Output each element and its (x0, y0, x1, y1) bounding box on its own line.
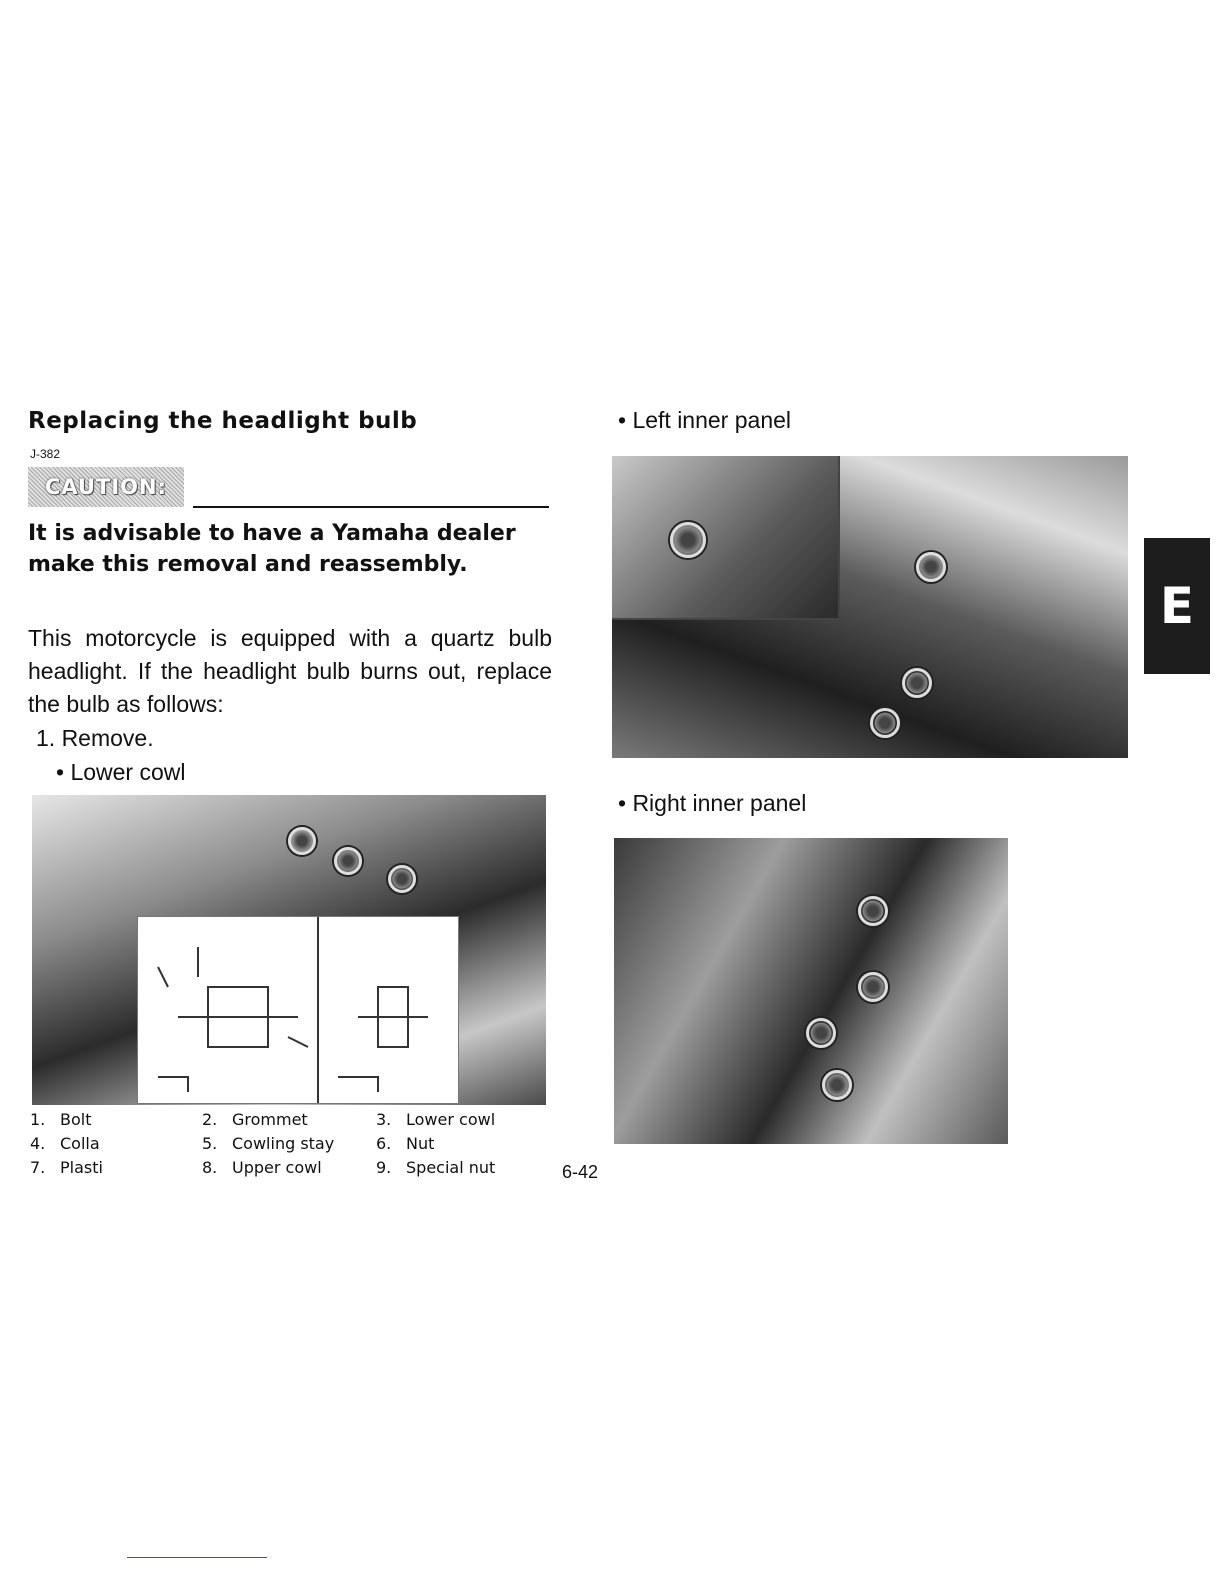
legend-item: 5. Cowling stay (202, 1134, 335, 1153)
fastener-diagram-drawing (138, 917, 458, 1103)
bolt-marker-icon (334, 847, 362, 875)
footer-rule (127, 1557, 267, 1558)
legend-item: 4. Colla (30, 1134, 100, 1153)
left-panel-closeup (612, 456, 840, 620)
bolt-marker-icon (858, 972, 888, 1002)
bullet-right-inner-panel: • Right inner panel (618, 790, 807, 816)
caution-rule (193, 506, 549, 508)
fastener-diagram (137, 916, 459, 1104)
right-inner-panel-photo (614, 838, 1008, 1144)
legend-item: 8. Upper cowl (202, 1158, 322, 1177)
caution-label: CAUTION: (28, 467, 184, 507)
legend-item: 2. Grommet (202, 1110, 308, 1129)
bolt-marker-icon (870, 708, 900, 738)
bullet-left-inner-panel: • Left inner panel (618, 407, 792, 433)
bolt-marker-icon (822, 1070, 852, 1100)
step-remove: 1. Remove. (36, 725, 154, 751)
section-tab: E (1144, 538, 1210, 674)
bolt-marker-icon (902, 668, 932, 698)
legend-item: 7. Plasti (30, 1158, 103, 1177)
instruction-text: This motorcycle is equipped with a quartz bulb headlight. If the headlight bulb burns out, replace the bulb as follows: (28, 625, 552, 717)
bolt-marker-icon (858, 896, 888, 926)
reference-code: J-382 (30, 447, 61, 461)
bolt-marker-icon (806, 1018, 836, 1048)
bolt-marker-icon (288, 827, 316, 855)
legend-item: 1. Bolt (30, 1110, 92, 1129)
legend-item: 9. Special nut (376, 1158, 496, 1177)
caution-text: It is advisable to have a Yamaha dealer make this removal and reassembly. (28, 521, 516, 577)
section-title: Replacing the headlight bulb (28, 408, 418, 434)
bolt-marker-icon (670, 522, 706, 558)
bolt-marker-icon (916, 552, 946, 582)
legend-item: 6. Nut (376, 1134, 435, 1153)
bullet-lower-cowl: • Lower cowl (56, 759, 186, 785)
bolt-marker-icon (388, 865, 416, 893)
page-number: 6-42 (562, 1162, 599, 1182)
legend-item: 3. Lower cowl (376, 1110, 496, 1129)
